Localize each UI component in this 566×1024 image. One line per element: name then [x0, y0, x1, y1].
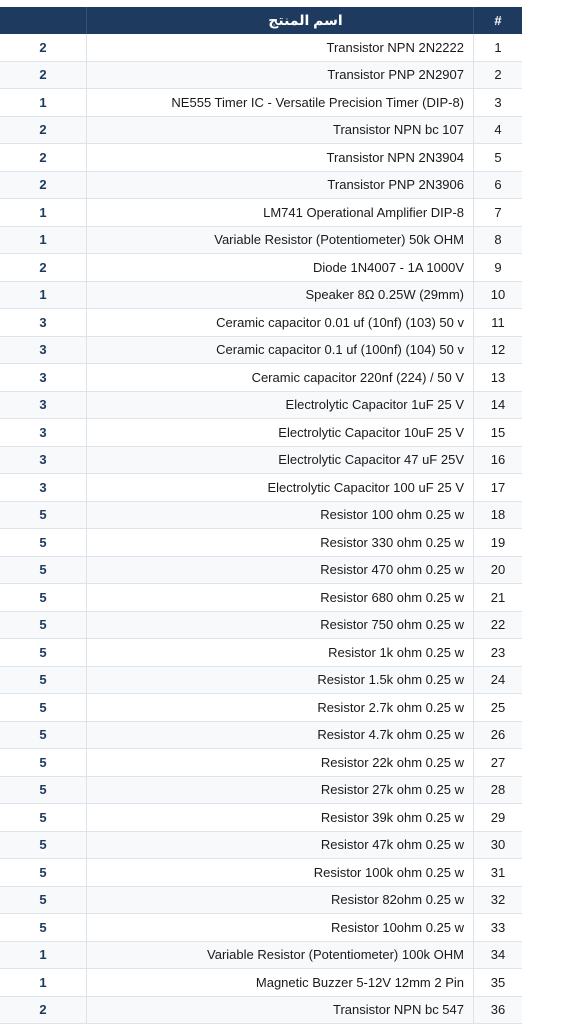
row-quantity: 1 [0, 282, 87, 309]
table-row [0, 364, 522, 392]
row-quantity: 1 [0, 199, 87, 226]
row-quantity: 5 [0, 667, 87, 694]
row-index: 31 [490, 864, 506, 880]
table-row [0, 447, 522, 475]
row-index: 7 [494, 204, 502, 220]
row-index: 36 [490, 1002, 506, 1018]
row-index: 18 [490, 507, 506, 523]
row-product-name: Electrolytic Capacitor 1uF 25 V [87, 392, 474, 419]
row-product-name: Resistor 470 ohm 0.25 w [87, 557, 474, 584]
row-quantity: 5 [0, 914, 87, 941]
row-product-name: Speaker 8Ω 0.25W (29mm) [87, 282, 474, 309]
table-row [0, 777, 522, 805]
row-index: 28 [490, 782, 506, 798]
row-index: 22 [490, 617, 506, 633]
row-index: 20 [490, 562, 506, 578]
table-row [0, 282, 522, 310]
row-product-name: Resistor 750 ohm 0.25 w [87, 612, 474, 639]
row-index: 25 [490, 699, 506, 715]
row-quantity: 5 [0, 749, 87, 776]
table-row [0, 914, 522, 942]
row-quantity: 5 [0, 584, 87, 611]
table-row [0, 859, 522, 887]
table-row [0, 117, 522, 145]
table-row [0, 144, 522, 172]
row-quantity: 3 [0, 447, 87, 474]
row-index: 24 [490, 672, 506, 688]
row-index: 16 [490, 452, 506, 468]
row-product-name: Variable Resistor (Potentiometer) 100k OHM [87, 942, 474, 969]
table-row [0, 639, 522, 667]
row-product-name: Resistor 22k ohm 0.25 w [87, 749, 474, 776]
table-row [0, 419, 522, 447]
row-product-name: Electrolytic Capacitor 10uF 25 V [87, 419, 474, 446]
row-quantity: 3 [0, 392, 87, 419]
row-quantity: 5 [0, 804, 87, 831]
table-row [0, 584, 522, 612]
parts-table [0, 7, 522, 1024]
row-quantity: 5 [0, 557, 87, 584]
row-index: 34 [490, 947, 506, 963]
row-quantity: 3 [0, 474, 87, 501]
row-product-name: Resistor 47k ohm 0.25 w [87, 832, 474, 859]
row-product-name: LM741 Operational Amplifier DIP-8 [87, 199, 474, 226]
row-index: 5 [494, 149, 502, 165]
row-product-name: Resistor 680 ohm 0.25 w [87, 584, 474, 611]
table-row [0, 887, 522, 915]
table-row [0, 172, 522, 200]
row-product-name: Ceramic capacitor 0.1 uf (100nf) (104) 50 v [87, 337, 474, 364]
row-product-name: Resistor 100k ohm 0.25 w [87, 859, 474, 886]
table-row [0, 62, 522, 90]
row-index: 4 [494, 122, 502, 138]
header-quantity [0, 7, 87, 34]
row-product-name: NE555 Timer IC - Versatile Precision Timer (DIP-8) [87, 89, 474, 116]
table-row [0, 832, 522, 860]
row-quantity: 5 [0, 832, 87, 859]
table-row [0, 749, 522, 777]
table-row [0, 612, 522, 640]
header-index: # [494, 13, 502, 28]
row-index: 12 [490, 342, 506, 358]
row-index: 23 [490, 644, 506, 660]
row-index: 19 [490, 534, 506, 550]
row-quantity: 2 [0, 117, 87, 144]
row-index: 1 [494, 39, 502, 55]
row-product-name: Resistor 2.7k ohm 0.25 w [87, 694, 474, 721]
row-quantity: 3 [0, 364, 87, 391]
row-product-name: Diode 1N4007 - 1A 1000V [87, 254, 474, 281]
table-row [0, 969, 522, 997]
row-index: 14 [490, 397, 506, 413]
row-index: 11 [491, 314, 505, 330]
row-quantity: 2 [0, 997, 87, 1024]
row-quantity: 5 [0, 887, 87, 914]
row-product-name: Transistor NPN 2N3904 [87, 144, 474, 171]
row-quantity: 2 [0, 172, 87, 199]
row-index: 30 [490, 837, 506, 853]
table-row [0, 529, 522, 557]
row-index: 6 [494, 177, 502, 193]
row-product-name: Resistor 10ohm 0.25 w [87, 914, 474, 941]
row-index: 3 [494, 94, 502, 110]
table-row [0, 34, 522, 62]
table-row [0, 392, 522, 420]
row-product-name: Electrolytic Capacitor 47 uF 25V [87, 447, 474, 474]
table-header [0, 7, 522, 34]
row-index: 35 [490, 974, 506, 990]
row-index: 29 [490, 809, 506, 825]
table-row [0, 309, 522, 337]
table-row [0, 942, 522, 970]
row-quantity: 5 [0, 694, 87, 721]
row-index: 32 [490, 892, 506, 908]
row-quantity: 5 [0, 722, 87, 749]
row-product-name: Transistor NPN 2N2222 [87, 34, 474, 61]
row-quantity: 5 [0, 639, 87, 666]
row-quantity: 5 [0, 777, 87, 804]
row-quantity: 1 [0, 89, 87, 116]
row-product-name: Resistor 82ohm 0.25 w [87, 887, 474, 914]
row-quantity: 5 [0, 612, 87, 639]
row-index: 27 [490, 754, 506, 770]
row-quantity: 2 [0, 144, 87, 171]
table-row [0, 694, 522, 722]
row-product-name: Transistor NPN bc 107 [87, 117, 474, 144]
row-quantity: 3 [0, 309, 87, 336]
row-product-name: Resistor 330 ohm 0.25 w [87, 529, 474, 556]
table-row [0, 722, 522, 750]
row-quantity: 5 [0, 502, 87, 529]
header-product-name: اسم المنتج [87, 7, 474, 34]
row-quantity: 3 [0, 419, 87, 446]
table-row [0, 502, 522, 530]
row-product-name: Transistor PNP 2N3906 [87, 172, 474, 199]
table-row [0, 997, 522, 1024]
row-product-name: Resistor 1k ohm 0.25 w [87, 639, 474, 666]
row-index: 10 [490, 287, 506, 303]
row-quantity: 1 [0, 969, 87, 996]
row-index: 2 [494, 67, 502, 83]
table-row [0, 89, 522, 117]
row-product-name: Ceramic capacitor 220nf (224) / 50 V [87, 364, 474, 391]
row-quantity: 1 [0, 942, 87, 969]
row-product-name: Resistor 1.5k ohm 0.25 w [87, 667, 474, 694]
row-product-name: Electrolytic Capacitor 100 uF 25 V [87, 474, 474, 501]
row-quantity: 3 [0, 337, 87, 364]
row-index: 8 [494, 232, 502, 248]
row-product-name: Ceramic capacitor 0.01 uf (10nf) (103) 50 v [87, 309, 474, 336]
row-index: 15 [490, 424, 506, 440]
table-row [0, 557, 522, 585]
row-index: 17 [490, 479, 506, 495]
table-row [0, 474, 522, 502]
row-index: 33 [490, 919, 506, 935]
row-quantity: 5 [0, 859, 87, 886]
row-product-name: Resistor 27k ohm 0.25 w [87, 777, 474, 804]
table-row [0, 337, 522, 365]
table-row [0, 804, 522, 832]
row-product-name: Resistor 39k ohm 0.25 w [87, 804, 474, 831]
row-product-name: Transistor PNP 2N2907 [87, 62, 474, 89]
row-quantity: 5 [0, 529, 87, 556]
row-quantity: 1 [0, 227, 87, 254]
row-product-name: Transistor NPN bc 547 [87, 997, 474, 1024]
table-row [0, 199, 522, 227]
table-row [0, 254, 522, 282]
table-row [0, 227, 522, 255]
table-body [0, 34, 522, 1024]
row-quantity: 2 [0, 34, 87, 61]
row-product-name: Resistor 4.7k ohm 0.25 w [87, 722, 474, 749]
table-row [0, 667, 522, 695]
row-index: 21 [490, 589, 506, 605]
row-index: 9 [494, 259, 502, 275]
row-quantity: 2 [0, 62, 87, 89]
row-index: 13 [490, 369, 506, 385]
row-quantity: 2 [0, 254, 87, 281]
row-product-name: Magnetic Buzzer 5-12V 12mm 2 Pin [87, 969, 474, 996]
row-product-name: Resistor 100 ohm 0.25 w [87, 502, 474, 529]
row-index: 26 [490, 727, 506, 743]
row-product-name: Variable Resistor (Potentiometer) 50k OHM [87, 227, 474, 254]
